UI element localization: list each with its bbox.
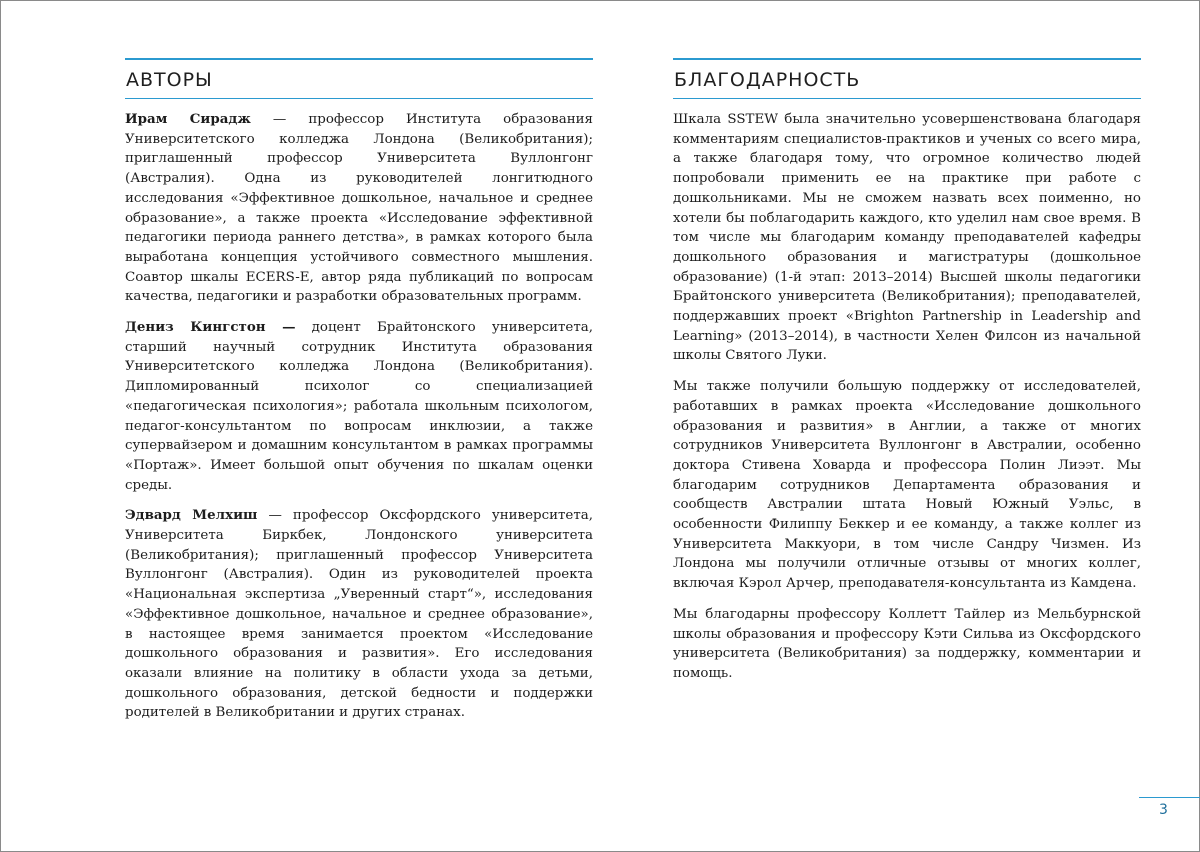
author-description: — профессор Института образования Университетского колледжа Лондона (Великобритания); приглашенный профессор Университета Вуллонгонг (Австралия). Одна из руководителей лонгитюдного исследования «Эффективное дошкольное, начальное и среднее образование», а также проекта «Исследование эффективной педагогики периода раннего детства», в рамках которого была выработана концепция устойчивого совместного мышления. Соавтор шкалы ECERS-E, автор ряда публикаций по вопросам качества, педагогики и разработки образовательных программ. bbox=[125, 112, 593, 305]
page-footer bbox=[1139, 797, 1200, 818]
acknowledgements-body bbox=[673, 110, 1141, 684]
acknowledgements-column bbox=[673, 58, 1141, 695]
acknowledgement-paragraph: Шкала SSTEW была значительно усовершенствована благодаря комментариям специалистов-практиков и ученых со всего мира, а также благодаря тому, что огромное количество людей попробовали применить ее на практике при работе с дошкольниками. Мы не сможем назвать всех поименно, но хотели бы поблагодарить каждого, кто уделил нам свое время. В том числе мы благодарим команду преподавателей кафедры дошкольного образования и магистратуры (дошкольное образование) (1-й этап: 2013–2014) Высшей школы педагогики Брайтонского университета (Великобритания); преподавателей, поддержавших проект «Brighton Partnership in Leadership and Learning» (2013–2014), в частности Хелен Филсон из начальной школы Святого Луки. bbox=[673, 112, 1141, 364]
acknowledgement-paragraph: Мы также получили большую поддержку от исследователей, работавших в рамках проекта «Исследование дошкольного образования и развития» в Англии, а также от многих сотрудников Университета Вуллонгонг в Австралии, особенно доктора Стивена Ховарда и профессора Полин Лиээт. Мы благодарим сотрудников Департамента образования и сообществ Австралии штата Новый Южный Уэльс, в особенности Филиппу Беккер и ее команду, а также коллег из Университета Маккуори, в том числе Сандру Чизмен. Из Лондона мы получили отличные отзывы от многих коллег, включая Кэрол Арчер, преподавателя-консультанта из Камдена. bbox=[673, 379, 1141, 592]
author-bio bbox=[125, 318, 593, 495]
author-description: — профессор Оксфордского университета, Университета Биркбек, Лондонского университета (Великобритания); приглашенный профессор Университета Вуллонгонг (Австралия). Один из руководителей проекта «Национальная экспертиза „Уверенный старт“», исследования «Эффективное дошкольное, начальное и среднее образование», в настоящее время занимается проектом «Исследование дошкольного образования и развития». Его исследования оказали влияние на политику в области ухода за детьми, дошкольного образования, детской бедности и поддержки родителей в Великобритании и других странах. bbox=[125, 508, 593, 721]
author-bio bbox=[125, 506, 593, 723]
authors-body bbox=[125, 110, 593, 723]
page-number: 3 bbox=[1159, 802, 1168, 818]
page-number-rule bbox=[1139, 797, 1200, 798]
author-description: доцент Брайтонского университета, старший научный сотрудник Института образования Университетского колледжа Лондона (Великобритания). Дипломированный психолог со специализацией «педагогическая психология»; работала школьным психологом, педагог-консультантом по вопросам инклюзии, а также супервайзером и домашним консультантом в рамках программы «Портаж». Имеет большой опыт обучения по шкалам оценки среды. bbox=[125, 320, 593, 493]
author-name: Дениз Кингстон — bbox=[125, 319, 296, 336]
author-name: Ирам Сирадж bbox=[125, 111, 251, 127]
authors-column bbox=[125, 58, 593, 734]
acknowledgements-heading: БЛАГОДАРНОСТЬ bbox=[674, 69, 861, 91]
author-name: Эдвард Мелхиш bbox=[125, 507, 258, 524]
author-bio bbox=[125, 110, 593, 307]
heading-bottom-rule bbox=[673, 98, 1141, 99]
heading-top-rule bbox=[673, 58, 1141, 60]
heading-top-rule bbox=[125, 58, 593, 60]
heading-bottom-rule bbox=[125, 98, 593, 99]
authors-heading: АВТОРЫ bbox=[126, 69, 213, 91]
acknowledgement-paragraph: Мы благодарны профессору Коллетт Тайлер из Мельбурнской школы образования и профессору Кэти Сильва из Оксфордского университета (Великобритания) за поддержку, комментарии и помощь. bbox=[673, 606, 1141, 681]
